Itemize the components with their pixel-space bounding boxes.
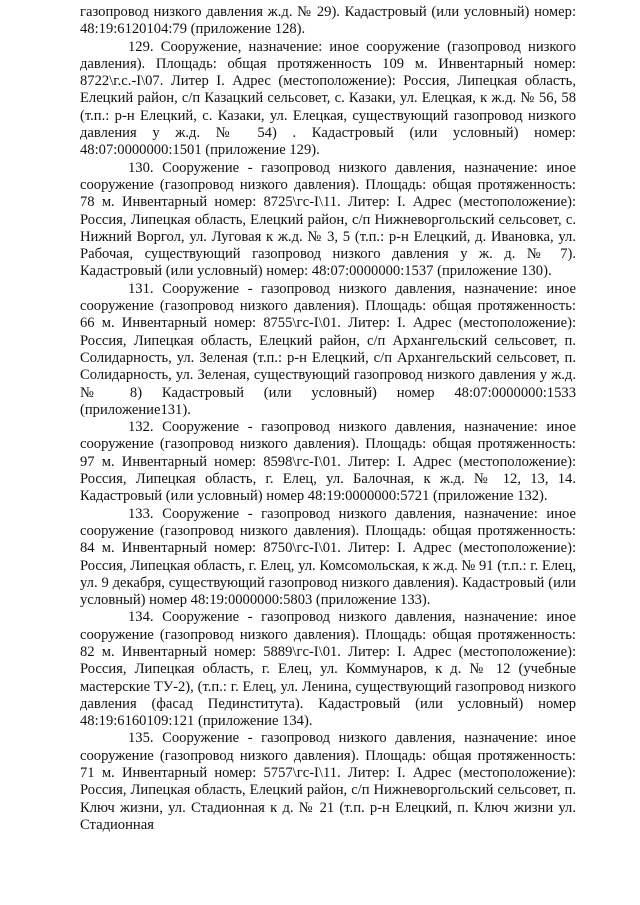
paragraph-continuation: газопровод низкого давления ж.д. № 29). Кадастровый (или условный) номер: 48:19:6120104:79 (приложение 128).: [80, 4, 576, 38]
paragraph-item-132: 132. Сооружение - газопровод низкого давления, назначение: иное сооружение (газопровод низкого давления). Площадь: общая протяженность: 97 м. Инвентарный номер: 8598\гс-I\01. Литер: I. Адрес (местоположение): Россия, Липецкая область, г. Елец, ул. Балочная, к ж.д. № 12, 13, 14. Кадастровый (или условный) номер 48:19:0000000:5721 (приложение 132).: [80, 419, 576, 505]
paragraph-item-129: 129. Сооружение, назначение: иное сооружение (газопровод низкого давления). Площадь: общая протяженность 109 м. Инвентарный номер: 8722\г.с.-I\07. Литер I. Адрес (местоположение): Россия, Липецкая область, Елецкий район, с/п Казацкий сельсовет, с. Казаки, ул. Елецкая, к ж.д. № 56, 58 (т.п.: р-н Елецкий, с. Казаки, ул. Елецкая, существующий газопровод низкого давления у ж.д. № 54) . Кадастровый (или условный) номер: 48:07:0000000:1501 (приложение 129).: [80, 38, 576, 159]
paragraph-item-134: 134. Сооружение - газопровод низкого давления, назначение: иное сооружение (газопровод низкого давления). Площадь: общая протяженность: 82 м. Инвентарный номер: 5889\гс-I\01. Литер: I. Адрес (местоположение): Россия, Липецкая область, г. Елец, ул. Коммунаров, к д. № 12 (учебные мастерские ТУ-2), (т.п.: г. Елец, ул. Ленина, существующий газопровод низкого давления (фасад Пединститута). Кадастровый (или условный) номер 48:19:6160109:121 (приложение 134).: [80, 609, 576, 730]
paragraph-item-130: 130. Сооружение - газопровод низкого давления, назначение: иное сооружение (газопровод низкого давления). Площадь: общая протяженность: 78 м. Инвентарный номер: 8725\гс-I\11. Литер: I. Адрес (местоположение): Россия, Липецкая область, Елецкий район, с/п Нижневоргольский сельсовет, с. Нижний Воргол, ул. Луговая к ж.д. № 3, 5 (т.п.: р-н Елецкий, д. Ивановка, ул. Рабочая, существующий газопровод низкого давления у ж. д. № 7). Кадастровый (или условный) номер: 48:07:0000000:1537 (приложение 130).: [80, 159, 576, 280]
paragraph-item-135: 135. Сооружение - газопровод низкого давления, назначение: иное сооружение (газопровод низкого давления). Площадь: общая протяженность: 71 м. Инвентарный номер: 5757\гс-I\11. Литер: I. Адрес (местоположение): Россия, Липецкая область, Елецкий район, с/п Нижневоргольский сельсовет, п. Ключ жизни, ул. Стадионная к д. № 21 (т.п. р-н Елецкий, п. Ключ жизни ул. Стадионная: [80, 730, 576, 833]
paragraph-item-133: 133. Сооружение - газопровод низкого давления, назначение: иное сооружение (газопровод низкого давления). Площадь: общая протяженность: 84 м. Инвентарный номер: 8750\гс-I\01. Литер: I. Адрес (местоположение): Россия, Липецкая область, г. Елец, ул. Комсомольская, к ж.д. № 91 (т.п.: г. Елец, ул. 9 декабря, существующий газопровод низкого давления). Кадастровый (или условный) номер 48:19:0000000:5803 (приложение 133).: [80, 505, 576, 609]
paragraph-item-131: 131. Сооружение - газопровод низкого давления, назначение: иное сооружение (газопровод низкого давления). Площадь: общая протяженность: 66 м. Инвентарный номер: 8755\гс-I\01. Литер: I. Адрес (местоположение): Россия, Липецкая область, Елецкий район, с/п Архангельский сельсовет, п. Солидарность, ул. Зеленая (т.п.: р-н Елецкий, с/п Архангельский сельсовет, п. Солидарность, ул. Зеленая, существующий газопровод низкого давления у ж.д. № 8) Кадастровый (или условный) номер 48:07:0000000:1533 (приложение131).: [80, 280, 576, 418]
